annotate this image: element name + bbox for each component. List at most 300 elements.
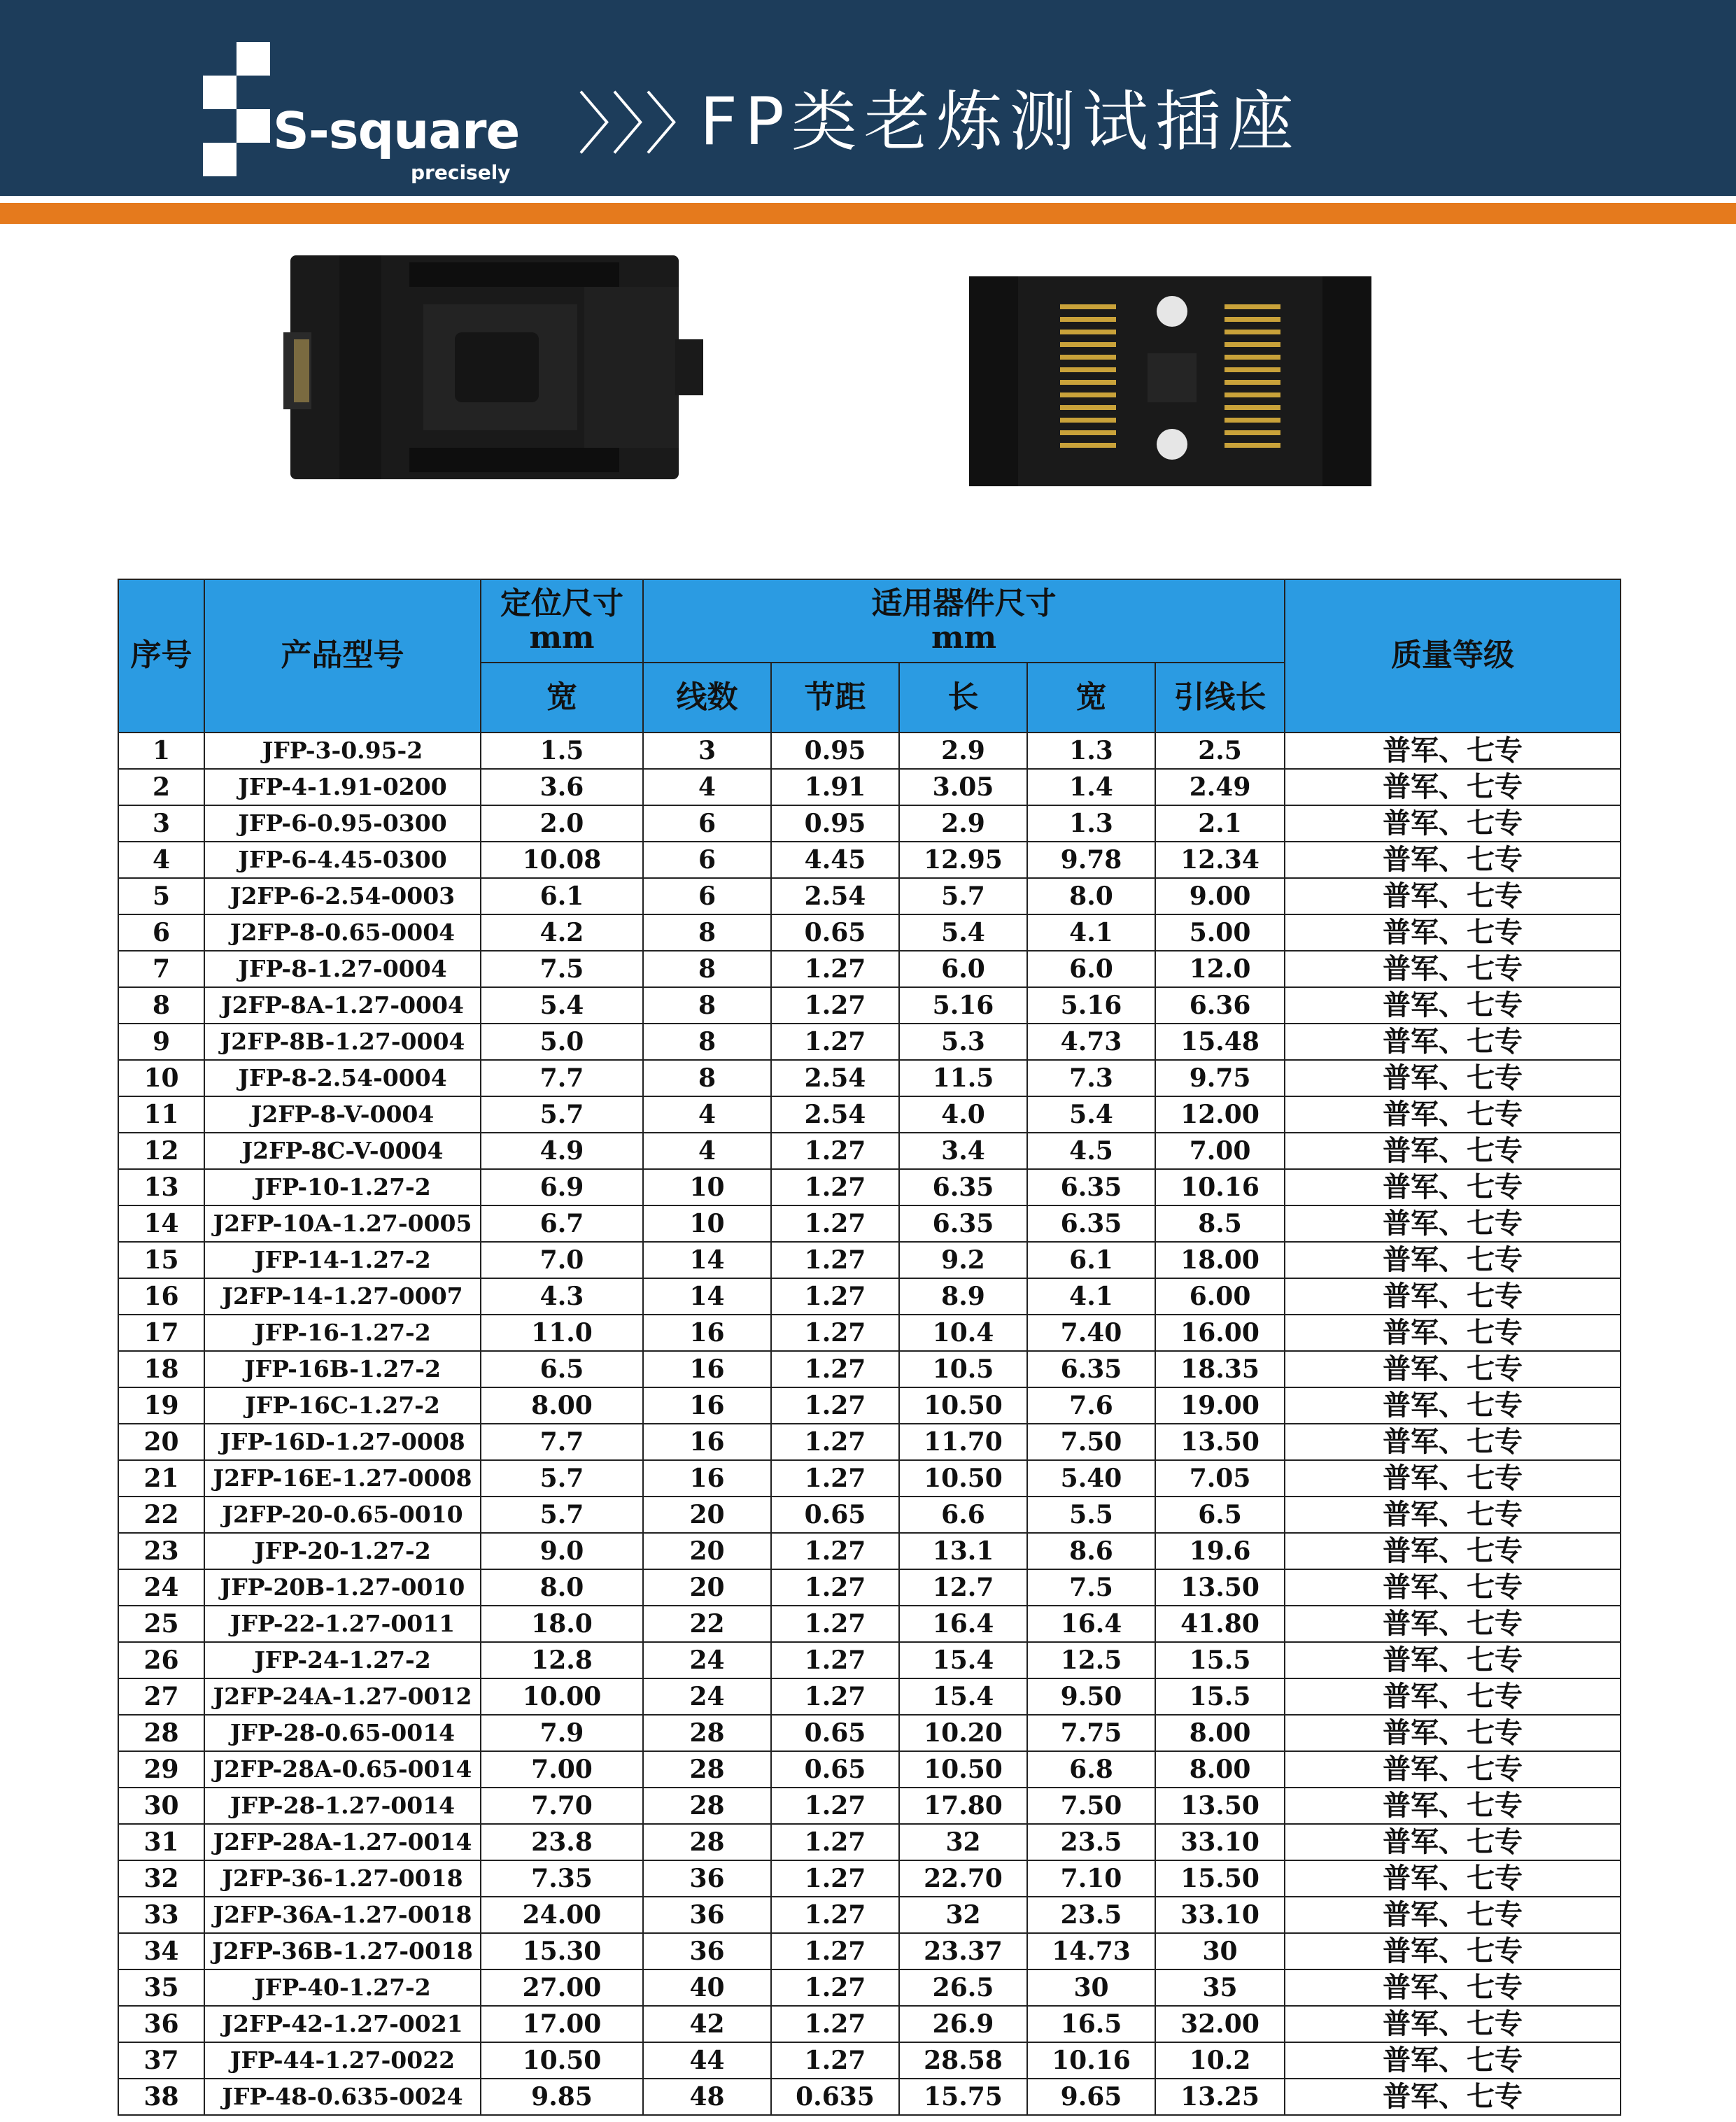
table-row: [118, 1278, 1621, 1315]
cell-model: J2FP-8B-1.27-0004: [204, 1024, 481, 1060]
cell-grade: 普军、七专: [1285, 805, 1621, 842]
cell-pins: 6: [643, 842, 771, 878]
spec-table: [118, 579, 1621, 2116]
cell-width: 7.7: [481, 1060, 643, 1096]
cell-model: J2FP-24A-1.27-0012: [204, 1678, 481, 1715]
cell-model: J2FP-8C-V-0004: [204, 1133, 481, 1169]
cell-length: 26.9: [899, 2006, 1027, 2042]
cell-width: 9.0: [481, 1533, 643, 1569]
cell-width: 10.00: [481, 1678, 643, 1715]
cell-index: 24: [118, 1569, 204, 1606]
cell-device-width: 7.75: [1027, 1715, 1155, 1751]
cell-index: 11: [118, 1096, 204, 1133]
cell-model: J2FP-10A-1.27-0005: [204, 1205, 481, 1242]
table-row: [118, 1606, 1621, 1642]
cell-length: 5.4: [899, 914, 1027, 951]
table-row: [118, 1933, 1621, 1969]
header-width: 宽: [481, 663, 643, 733]
cell-width: 5.7: [481, 1497, 643, 1533]
brand-logo: [203, 42, 532, 182]
cell-lead-length: 8.00: [1155, 1715, 1285, 1751]
cell-length: 10.50: [899, 1387, 1027, 1424]
cell-model: JFP-44-1.27-0022: [204, 2042, 481, 2079]
brand-name: S-square: [273, 101, 520, 160]
logo-square: [237, 42, 270, 76]
cell-index: 36: [118, 2006, 204, 2042]
table-row: [118, 1678, 1621, 1715]
table-row: [118, 1460, 1621, 1497]
cell-pins: 14: [643, 1278, 771, 1315]
cell-pitch: 4.45: [771, 842, 899, 878]
page-title: FP类老炼测试插座: [700, 84, 1301, 160]
cell-pins: 20: [643, 1569, 771, 1606]
table-row: [118, 1133, 1621, 1169]
cell-grade: 普军、七专: [1285, 951, 1621, 987]
cell-device-width: 7.40: [1027, 1315, 1155, 1351]
cell-device-width: 7.5: [1027, 1569, 1155, 1606]
cell-width: 7.70: [481, 1788, 643, 1824]
cell-lead-length: 41.80: [1155, 1606, 1285, 1642]
cell-device-width: 4.5: [1027, 1133, 1155, 1169]
cell-model: JFP-20-1.27-2: [204, 1533, 481, 1569]
cell-lead-length: 18.00: [1155, 1242, 1285, 1278]
cell-pitch: 1.27: [771, 1824, 899, 1860]
cell-lead-length: 13.50: [1155, 1569, 1285, 1606]
cell-lead-length: 15.48: [1155, 1024, 1285, 1060]
cell-index: 23: [118, 1533, 204, 1569]
cell-index: 15: [118, 1242, 204, 1278]
cell-index: 31: [118, 1824, 204, 1860]
cell-length: 6.35: [899, 1169, 1027, 1205]
cell-lead-length: 8.5: [1155, 1205, 1285, 1242]
brand-tagline: precisely: [411, 161, 511, 184]
cell-grade: 普军、七专: [1285, 1387, 1621, 1424]
cell-index: 17: [118, 1315, 204, 1351]
cell-pitch: 1.27: [771, 1788, 899, 1824]
cell-pitch: 0.65: [771, 914, 899, 951]
cell-pins: 8: [643, 951, 771, 987]
cell-length: 15.4: [899, 1678, 1027, 1715]
cell-pitch: 1.91: [771, 769, 899, 805]
table-row: [118, 1242, 1621, 1278]
logo-square: [203, 76, 237, 109]
header-position-unit: mm: [529, 619, 595, 656]
cell-model: J2FP-8-V-0004: [204, 1096, 481, 1133]
cell-device-width: 14.73: [1027, 1933, 1155, 1969]
cell-index: 9: [118, 1024, 204, 1060]
cell-lead-length: 7.05: [1155, 1460, 1285, 1497]
table-row: [118, 1315, 1621, 1351]
cell-device-width: 7.6: [1027, 1387, 1155, 1424]
cell-device-width: 5.40: [1027, 1460, 1155, 1497]
cell-device-width: 6.8: [1027, 1751, 1155, 1788]
cell-width: 9.85: [481, 2079, 643, 2115]
table-row: [118, 2042, 1621, 2079]
cell-length: 5.7: [899, 878, 1027, 914]
cell-model: JFP-16-1.27-2: [204, 1315, 481, 1351]
cell-model: JFP-48-0.635-0024: [204, 2079, 481, 2115]
cell-lead-length: 12.00: [1155, 1096, 1285, 1133]
table-row: [118, 878, 1621, 914]
cell-device-width: 4.73: [1027, 1024, 1155, 1060]
cell-length: 10.20: [899, 1715, 1027, 1751]
cell-pins: 10: [643, 1169, 771, 1205]
cell-lead-length: 13.50: [1155, 1424, 1285, 1460]
cell-model: J2FP-36A-1.27-0018: [204, 1897, 481, 1933]
table-row: [118, 1642, 1621, 1678]
cell-width: 8.00: [481, 1387, 643, 1424]
cell-pitch: 1.27: [771, 1242, 899, 1278]
cell-pins: 40: [643, 1969, 771, 2006]
cell-model: JFP-28-0.65-0014: [204, 1715, 481, 1751]
cell-index: 1: [118, 733, 204, 769]
cell-model: J2FP-16E-1.27-0008: [204, 1460, 481, 1497]
table-row: [118, 1824, 1621, 1860]
cell-pins: 14: [643, 1242, 771, 1278]
table-row: [118, 914, 1621, 951]
cell-grade: 普军、七专: [1285, 769, 1621, 805]
cell-pitch: 1.27: [771, 1278, 899, 1315]
cell-model: JFP-28-1.27-0014: [204, 1788, 481, 1824]
cell-pitch: 1.27: [771, 1205, 899, 1242]
cell-index: 33: [118, 1897, 204, 1933]
cell-index: 3: [118, 805, 204, 842]
cell-lead-length: 9.00: [1155, 878, 1285, 914]
cell-pins: 8: [643, 914, 771, 951]
cell-pins: 44: [643, 2042, 771, 2079]
cell-grade: 普军、七专: [1285, 1169, 1621, 1205]
header-grade: 质量等级: [1285, 579, 1621, 733]
cell-pitch: 1.27: [771, 1424, 899, 1460]
cell-pitch: 1.27: [771, 1024, 899, 1060]
cell-device-width: 9.78: [1027, 842, 1155, 878]
cell-pins: 48: [643, 2079, 771, 2115]
cell-grade: 普军、七专: [1285, 1678, 1621, 1715]
cell-model: JFP-22-1.27-0011: [204, 1606, 481, 1642]
cell-grade: 普军、七专: [1285, 1642, 1621, 1678]
cell-width: 4.3: [481, 1278, 643, 1315]
cell-length: 3.4: [899, 1133, 1027, 1169]
cell-length: 6.0: [899, 951, 1027, 987]
cell-lead-length: 15.5: [1155, 1678, 1285, 1715]
cell-index: 6: [118, 914, 204, 951]
cell-length: 10.50: [899, 1460, 1027, 1497]
cell-width: 6.9: [481, 1169, 643, 1205]
cell-model: JFP-16D-1.27-0008: [204, 1424, 481, 1460]
cell-grade: 普军、七专: [1285, 1315, 1621, 1351]
cell-pins: 36: [643, 1933, 771, 1969]
cell-lead-length: 6.5: [1155, 1497, 1285, 1533]
cell-device-width: 7.3: [1027, 1060, 1155, 1096]
cell-pins: 10: [643, 1205, 771, 1242]
cell-lead-length: 18.35: [1155, 1351, 1285, 1387]
cell-pins: 16: [643, 1387, 771, 1424]
cell-model: J2FP-20-0.65-0010: [204, 1497, 481, 1533]
cell-grade: 普军、七专: [1285, 842, 1621, 878]
table-row: [118, 1387, 1621, 1424]
cell-device-width: 5.5: [1027, 1497, 1155, 1533]
cell-lead-length: 10.2: [1155, 2042, 1285, 2079]
cell-pins: 8: [643, 1060, 771, 1096]
cell-index: 13: [118, 1169, 204, 1205]
table-row: [118, 1169, 1621, 1205]
cell-width: 23.8: [481, 1824, 643, 1860]
cell-pitch: 1.27: [771, 1169, 899, 1205]
cell-pitch: 0.65: [771, 1715, 899, 1751]
cell-length: 26.5: [899, 1969, 1027, 2006]
cell-lead-length: 9.75: [1155, 1060, 1285, 1096]
cell-grade: 普军、七专: [1285, 1060, 1621, 1096]
cell-index: 25: [118, 1606, 204, 1642]
socket-closed-photo: [283, 248, 703, 486]
cell-pins: 8: [643, 987, 771, 1024]
cell-pitch: 1.27: [771, 1387, 899, 1424]
cell-length: 4.0: [899, 1096, 1027, 1133]
cell-device-width: 1.3: [1027, 733, 1155, 769]
cell-model: JFP-20B-1.27-0010: [204, 1569, 481, 1606]
cell-grade: 普军、七专: [1285, 1969, 1621, 2006]
cell-pins: 6: [643, 805, 771, 842]
header-device-label: 适用器件尺寸: [871, 586, 1057, 622]
cell-width: 6.1: [481, 878, 643, 914]
table-row: [118, 1351, 1621, 1387]
chevrons-icon: 〉〉〉: [577, 85, 712, 164]
cell-grade: 普军、七专: [1285, 1460, 1621, 1497]
cell-index: 7: [118, 951, 204, 987]
cell-index: 4: [118, 842, 204, 878]
cell-model: JFP-16C-1.27-2: [204, 1387, 481, 1424]
cell-pitch: 1.27: [771, 1315, 899, 1351]
table-row: [118, 1024, 1621, 1060]
cell-model: JFP-16B-1.27-2: [204, 1351, 481, 1387]
cell-lead-length: 35: [1155, 1969, 1285, 2006]
table-row: [118, 1096, 1621, 1133]
cell-device-width: 10.16: [1027, 2042, 1155, 2079]
cell-index: 10: [118, 1060, 204, 1096]
cell-length: 23.37: [899, 1933, 1027, 1969]
cell-lead-length: 6.00: [1155, 1278, 1285, 1315]
cell-device-width: 12.5: [1027, 1642, 1155, 1678]
cell-grade: 普军、七专: [1285, 914, 1621, 951]
logo-square: [237, 109, 270, 143]
cell-pitch: 1.27: [771, 1533, 899, 1569]
cell-model: J2FP-14-1.27-0007: [204, 1278, 481, 1315]
cell-pitch: 0.65: [771, 1751, 899, 1788]
cell-pins: 6: [643, 878, 771, 914]
table-row: [118, 1860, 1621, 1897]
cell-length: 17.80: [899, 1788, 1027, 1824]
cell-index: 29: [118, 1751, 204, 1788]
cell-lead-length: 33.10: [1155, 1897, 1285, 1933]
logo-square: [203, 143, 237, 176]
cell-lead-length: 7.00: [1155, 1133, 1285, 1169]
cell-length: 22.70: [899, 1860, 1027, 1897]
table-row: [118, 2079, 1621, 2115]
cell-pins: 20: [643, 1497, 771, 1533]
cell-device-width: 1.3: [1027, 805, 1155, 842]
cell-lead-length: 32.00: [1155, 2006, 1285, 2042]
cell-length: 5.3: [899, 1024, 1027, 1060]
header-pins: 线数: [643, 663, 771, 733]
cell-pins: 4: [643, 1133, 771, 1169]
table-row: [118, 1715, 1621, 1751]
cell-device-width: 23.5: [1027, 1897, 1155, 1933]
cell-grade: 普军、七专: [1285, 1096, 1621, 1133]
cell-grade: 普军、七专: [1285, 1751, 1621, 1788]
cell-pitch: 0.635: [771, 2079, 899, 2115]
cell-model: JFP-6-4.45-0300: [204, 842, 481, 878]
cell-width: 11.0: [481, 1315, 643, 1351]
cell-length: 3.05: [899, 769, 1027, 805]
table-row: [118, 842, 1621, 878]
cell-grade: 普军、七专: [1285, 987, 1621, 1024]
table-row: [118, 1897, 1621, 1933]
cell-grade: 普军、七专: [1285, 1897, 1621, 1933]
cell-width: 5.0: [481, 1024, 643, 1060]
cell-device-width: 7.10: [1027, 1860, 1155, 1897]
cell-lead-length: 12.34: [1155, 842, 1285, 878]
cell-index: 32: [118, 1860, 204, 1897]
cell-model: JFP-8-1.27-0004: [204, 951, 481, 987]
cell-index: 12: [118, 1133, 204, 1169]
cell-index: 28: [118, 1715, 204, 1751]
cell-length: 11.70: [899, 1424, 1027, 1460]
cell-index: 34: [118, 1933, 204, 1969]
cell-device-width: 16.5: [1027, 2006, 1155, 2042]
cell-pins: 22: [643, 1606, 771, 1642]
cell-model: JFP-24-1.27-2: [204, 1642, 481, 1678]
cell-lead-length: 8.00: [1155, 1751, 1285, 1788]
cell-pins: 36: [643, 1897, 771, 1933]
cell-index: 21: [118, 1460, 204, 1497]
cell-device-width: 5.4: [1027, 1096, 1155, 1133]
cell-index: 35: [118, 1969, 204, 2006]
cell-index: 19: [118, 1387, 204, 1424]
cell-device-width: 30: [1027, 1969, 1155, 2006]
table-row: [118, 987, 1621, 1024]
cell-pins: 8: [643, 1024, 771, 1060]
table-row: [118, 951, 1621, 987]
cell-width: 27.00: [481, 1969, 643, 2006]
cell-lead-length: 16.00: [1155, 1315, 1285, 1351]
cell-model: JFP-3-0.95-2: [204, 733, 481, 769]
cell-width: 2.0: [481, 805, 643, 842]
header-device-width: 宽: [1027, 663, 1155, 733]
header-device-size: [643, 579, 1285, 663]
cell-width: 3.6: [481, 769, 643, 805]
cell-lead-length: 19.6: [1155, 1533, 1285, 1569]
cell-device-width: 23.5: [1027, 1824, 1155, 1860]
cell-pins: 4: [643, 1096, 771, 1133]
cell-grade: 普军、七专: [1285, 1242, 1621, 1278]
cell-length: 11.5: [899, 1060, 1027, 1096]
cell-model: J2FP-28A-1.27-0014: [204, 1824, 481, 1860]
cell-pins: 28: [643, 1824, 771, 1860]
cell-index: 38: [118, 2079, 204, 2115]
cell-length: 12.95: [899, 842, 1027, 878]
cell-pitch: 1.27: [771, 1569, 899, 1606]
cell-width: 1.5: [481, 733, 643, 769]
table-row: [118, 1497, 1621, 1533]
header-position-size: [481, 579, 643, 663]
cell-width: 4.9: [481, 1133, 643, 1169]
cell-grade: 普军、七专: [1285, 1133, 1621, 1169]
cell-pitch: 1.27: [771, 2042, 899, 2079]
table-row: [118, 1060, 1621, 1096]
cell-index: 18: [118, 1351, 204, 1387]
cell-length: 32: [899, 1897, 1027, 1933]
cell-pitch: 1.27: [771, 1678, 899, 1715]
cell-width: 10.08: [481, 842, 643, 878]
cell-pins: 36: [643, 1860, 771, 1897]
cell-lead-length: 13.50: [1155, 1788, 1285, 1824]
cell-grade: 普军、七专: [1285, 1860, 1621, 1897]
cell-device-width: 16.4: [1027, 1606, 1155, 1642]
cell-index: 27: [118, 1678, 204, 1715]
cell-device-width: 9.65: [1027, 2079, 1155, 2115]
cell-pins: 24: [643, 1642, 771, 1678]
cell-pins: 28: [643, 1751, 771, 1788]
cell-pins: 3: [643, 733, 771, 769]
cell-model: JFP-8-2.54-0004: [204, 1060, 481, 1096]
cell-length: 28.58: [899, 2042, 1027, 2079]
cell-lead-length: 2.1: [1155, 805, 1285, 842]
table-row: [118, 1788, 1621, 1824]
cell-pitch: 1.27: [771, 1133, 899, 1169]
cell-length: 6.35: [899, 1205, 1027, 1242]
cell-width: 10.50: [481, 2042, 643, 2079]
cell-pitch: 2.54: [771, 1060, 899, 1096]
cell-lead-length: 2.5: [1155, 733, 1285, 769]
cell-pins: 16: [643, 1315, 771, 1351]
cell-pitch: 1.27: [771, 1860, 899, 1897]
cell-lead-length: 12.0: [1155, 951, 1285, 987]
spec-table-body: [118, 733, 1621, 2115]
cell-length: 10.4: [899, 1315, 1027, 1351]
cell-grade: 普军、七专: [1285, 1351, 1621, 1387]
cell-grade: 普军、七专: [1285, 1205, 1621, 1242]
cell-index: 8: [118, 987, 204, 1024]
cell-device-width: 6.35: [1027, 1205, 1155, 1242]
cell-device-width: 6.0: [1027, 951, 1155, 987]
cell-grade: 普军、七专: [1285, 1278, 1621, 1315]
cell-pitch: 1.27: [771, 1969, 899, 2006]
header-device-unit: mm: [931, 619, 997, 656]
cell-grade: 普军、七专: [1285, 2042, 1621, 2079]
cell-length: 10.50: [899, 1751, 1027, 1788]
cell-width: 8.0: [481, 1569, 643, 1606]
cell-width: 17.00: [481, 2006, 643, 2042]
table-row: [118, 1751, 1621, 1788]
cell-lead-length: 30: [1155, 1933, 1285, 1969]
cell-width: 6.7: [481, 1205, 643, 1242]
cell-pins: 28: [643, 1788, 771, 1824]
header-length: 长: [899, 663, 1027, 733]
cell-device-width: 1.4: [1027, 769, 1155, 805]
cell-model: J2FP-8A-1.27-0004: [204, 987, 481, 1024]
cell-lead-length: 15.5: [1155, 1642, 1285, 1678]
cell-index: 14: [118, 1205, 204, 1242]
cell-index: 26: [118, 1642, 204, 1678]
cell-pitch: 1.27: [771, 1897, 899, 1933]
cell-model: J2FP-42-1.27-0021: [204, 2006, 481, 2042]
cell-pitch: 0.95: [771, 805, 899, 842]
cell-device-width: 5.16: [1027, 987, 1155, 1024]
table-row: [118, 1569, 1621, 1606]
accent-bar: [0, 203, 1736, 224]
cell-width: 24.00: [481, 1897, 643, 1933]
cell-device-width: 6.35: [1027, 1351, 1155, 1387]
